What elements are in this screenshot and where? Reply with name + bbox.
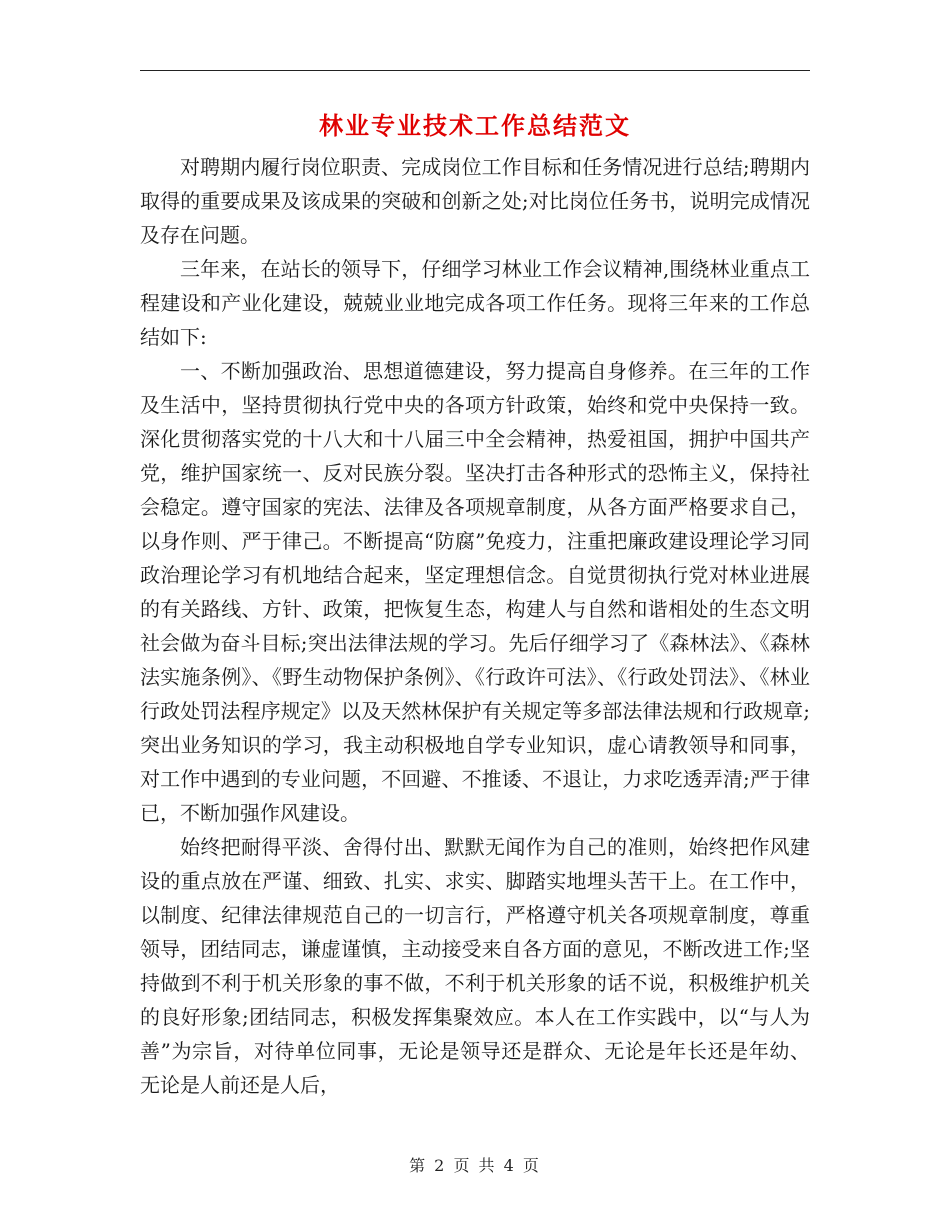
paragraph-4: 始终把耐得平淡、舍得付出、默默无闻作为自己的准则，始终把作风建设的重点放在严谨、细致、扎实、求实、脚踏实地埋头苦干上。在工作中，以制度、纪律法律规范自己的一切言行，严格遵守机关各项规章制度，尊重领导，团结同志，谦虚谨慎，主动接受来自各方面的意见，不断改进工作;坚持做到不利于机关形象的事不做，不利于机关形象的话不说，积极维护机关的良好形象;团结同志，积极发挥集聚效应。本人在工作实践中，以“与人为善”为宗旨，对待单位同事，无论是领导还是群众、无论是年长还是年幼、无论是人前还是人后， (140, 835, 810, 1097)
page-footer (0, 1153, 950, 1176)
header-rule (140, 70, 810, 71)
paragraph-2: 三年来，在站长的领导下，仔细学习林业工作会议精神,围绕林业重点工程建设和产业化建设，兢兢业业地完成各项工作任务。现将三年来的工作总结如下: (140, 257, 810, 349)
paragraph-3: 一、不断加强政治、思想道德建设，努力提高自身修养。在三年的工作及生活中，坚持贯彻执行党中央的各项方针政策，始终和党中央保持一致。深化贯彻落实党的十八大和十八届三中全会精神，热爱祖国，拥护中国共产党，维护国家统一、反对民族分裂。坚决打击各种形式的恐怖主义，保持社会稳定。遵守国家的宪法、法律及各项规章制度，从各方面严格要求自己，以身作则、严于律己。不断提高“防腐”免疫力，注重把廉政建设理论学习同政治理论学习有机地结合起来，坚定理想信念。自觉贯彻执行党对林业进展的有关路线、方针、政策，把恢复生态，构建人与自然和谐相处的生态文明社会做为奋斗目标;突出法律法规的学习。先后仔细学习了《森林法》、《森林法实施条例》、《野生动物保护条例》、《行政许可法》、《行政处罚法》、《林业行政处罚法程序规定》以及天然林保护有关规定等多部法律法规和行政规章;突出业务知识的学习，我主动积极地自学专业知识，虚心请教领导和同事，对工作中遇到的专业问题，不回避、不推诿、不退让，力求吃透弄清;严于律已，不断加强作风建设。 (140, 359, 810, 825)
document-body (140, 150, 810, 1102)
document-title: 林业专业技术工作总结范文 (319, 112, 631, 140)
page-number-label: 第 2 页 共 4 页 (409, 1156, 541, 1175)
paragraph-1: 对聘期内履行岗位职责、完成岗位工作目标和任务情况进行总结;聘期内取得的重要成果及该成果的突破和创新之处;对比岗位任务书，说明完成情况及存在问题。 (140, 155, 810, 247)
